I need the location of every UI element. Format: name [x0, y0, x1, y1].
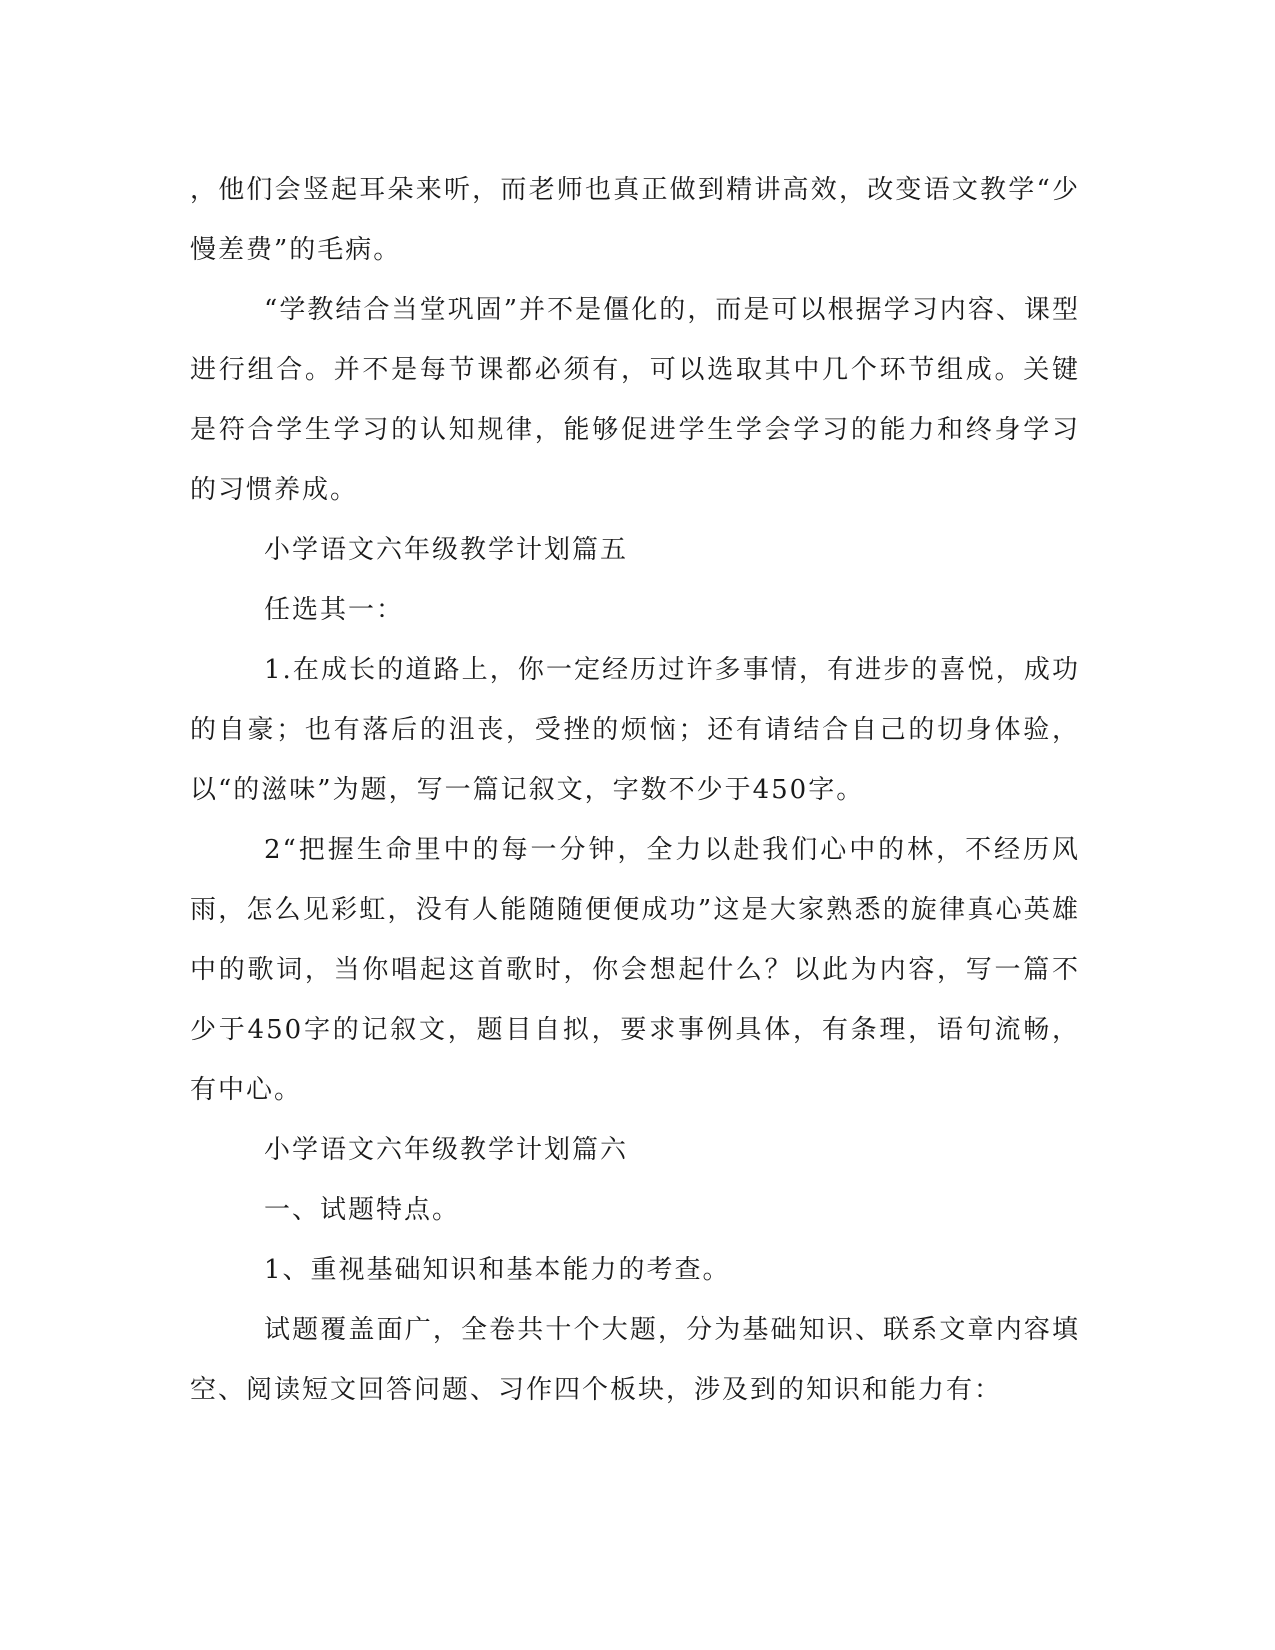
section-heading-part-six: 小学语文六年级教学计划篇六 — [264, 1135, 629, 1165]
point-basic-knowledge: 1、重视基础知识和基本能力的考查。 — [264, 1255, 731, 1285]
document-body — [190, 160, 1080, 1420]
essay-prompt-1: 1.在成长的道路上，你一定经历过许多事情，有进步的喜悦，成功的自豪；也有落后的沮丧，受挫的烦恼；还有请结合自己的切身体验，以“的滋味”为题，写一篇记叙文，字数不少于450字。 — [190, 655, 1080, 805]
instruction-choose-one: 任选其一： — [264, 595, 405, 625]
section-heading-part-five: 小学语文六年级教学计划篇五 — [264, 535, 629, 565]
essay-prompt-2: 2“把握生命里中的每一分钟，全力以赴我们心中的林，不经历风雨，怎么见彩虹，没有人能随随便便成功”这是大家熟悉的旋律真心英雄中的歌词，当你唱起这首歌时，你会想起什么？以此为内容，写一篇不少于450字的记叙文，题目自拟，要求事例具体，有条理，语句流畅，有中心。 — [190, 835, 1080, 1105]
paragraph-teaching-method: “学教结合当堂巩固”并不是僵化的，而是可以根据学习内容、课型进行组合。并不是每节课都必须有，可以选取其中几个环节组成。关键是符合学生学习的认知规律，能够促进学生学会学习的能力和终身学习的习惯养成。 — [190, 295, 1080, 505]
subheading-exam-features: 一、试题特点。 — [264, 1195, 461, 1225]
paragraph-exam-coverage: 试题覆盖面广，全卷共十个大题，分为基础知识、联系文章内容填空、阅读短文回答问题、习作四个板块，涉及到的知识和能力有： — [190, 1315, 1080, 1405]
paragraph-continuation: ，他们会竖起耳朵来听，而老师也真正做到精讲高效，改变语文教学“少慢差费”的毛病。 — [190, 175, 1080, 265]
